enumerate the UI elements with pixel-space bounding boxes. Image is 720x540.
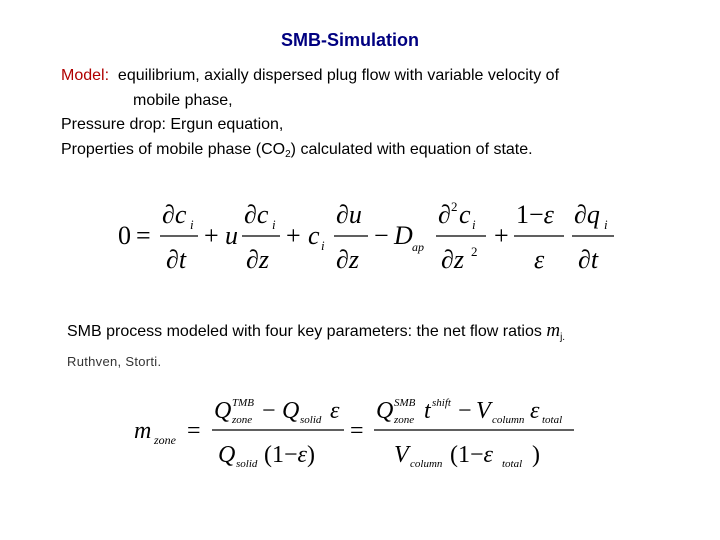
- svg-text:2: 2: [471, 244, 478, 259]
- properties-line: [61, 138, 681, 168]
- svg-text:c: c: [459, 200, 471, 229]
- svg-text:c: c: [308, 221, 320, 250]
- svg-text:column: column: [492, 414, 525, 426]
- mass-balance-equation: [114, 196, 624, 276]
- svg-text:i: i: [472, 217, 476, 232]
- smb-variable-subscript: j.: [560, 332, 566, 343]
- svg-text:−: −: [458, 398, 472, 424]
- svg-text:V: V: [476, 398, 491, 424]
- svg-text:t: t: [424, 398, 431, 424]
- svg-text:Q: Q: [376, 398, 394, 424]
- svg-text:+: +: [204, 221, 219, 250]
- smb-description: SMB process modeled with four key parameters: the net flow ratios: [67, 323, 542, 340]
- svg-text:u: u: [225, 221, 238, 250]
- svg-text:∂t: ∂t: [166, 245, 187, 274]
- model-text-1: equilibrium, axially dispersed plug flow with variable velocity of: [117, 67, 560, 84]
- svg-text:∂: ∂: [438, 200, 451, 229]
- svg-text:∂z: ∂z: [336, 245, 359, 274]
- svg-text:Q: Q: [282, 398, 300, 424]
- svg-text:V: V: [394, 442, 409, 468]
- svg-text:column: column: [410, 458, 443, 470]
- svg-text:Q: Q: [214, 398, 232, 424]
- svg-text:i: i: [190, 217, 194, 232]
- svg-text:SMB: SMB: [394, 397, 416, 409]
- svg-text:0: 0: [118, 221, 131, 250]
- svg-text:(1−ε): (1−ε): [264, 442, 315, 468]
- smb-parameters-text: [67, 320, 565, 343]
- svg-text:=: =: [136, 221, 151, 250]
- flow-ratio-equation: [132, 392, 602, 472]
- model-label: Model:: [61, 67, 110, 84]
- svg-text:(1−ε: (1−ε: [450, 442, 493, 468]
- svg-text:−: −: [374, 221, 389, 250]
- model-line-1: [61, 64, 681, 89]
- pressure-drop-text: Pressure drop: Ergun equation,: [61, 116, 284, 133]
- svg-text:2: 2: [451, 199, 458, 214]
- svg-text:ap: ap: [412, 240, 424, 254]
- slide-title: SMB-Simulation: [281, 30, 419, 50]
- svg-text:solid: solid: [236, 458, 258, 470]
- svg-text:∂z: ∂z: [246, 245, 269, 274]
- properties-subscript: 2: [285, 148, 291, 160]
- svg-text:+: +: [286, 221, 301, 250]
- svg-text:∂t: ∂t: [578, 245, 599, 274]
- svg-text:m: m: [134, 418, 152, 444]
- svg-text:D: D: [394, 221, 413, 250]
- smb-variable: m: [546, 320, 561, 341]
- svg-text:solid: solid: [300, 414, 322, 426]
- svg-text:∂q: ∂q: [574, 200, 600, 229]
- svg-text:−: −: [262, 398, 276, 424]
- svg-text:): ): [532, 442, 540, 468]
- model-description: [61, 64, 681, 167]
- svg-text:i: i: [604, 217, 608, 232]
- svg-text:total: total: [502, 458, 523, 470]
- svg-text:total: total: [542, 414, 563, 426]
- svg-text:zone: zone: [394, 414, 415, 426]
- properties-suffix: ) calculated with equation of state.: [290, 140, 533, 158]
- svg-text:i: i: [272, 217, 276, 232]
- svg-text:=: =: [350, 418, 364, 444]
- properties-prefix: Properties of mobile phase (CO: [61, 140, 286, 158]
- citation: Ruthven, Storti.: [67, 354, 162, 369]
- svg-text:shift: shift: [432, 397, 451, 409]
- model-text-2: mobile phase,: [133, 91, 233, 109]
- svg-text:ε: ε: [530, 398, 540, 424]
- svg-text:∂z: ∂z: [441, 245, 464, 274]
- svg-text:Q: Q: [218, 442, 236, 468]
- svg-text:zone: zone: [232, 414, 253, 426]
- svg-text:zone: zone: [154, 433, 176, 447]
- svg-text:∂u: ∂u: [336, 200, 362, 229]
- svg-text:1−ε: 1−ε: [516, 200, 554, 229]
- svg-text:i: i: [321, 238, 325, 253]
- svg-text:ε: ε: [534, 245, 545, 274]
- svg-text:=: =: [187, 418, 201, 444]
- svg-text:∂c: ∂c: [244, 200, 269, 229]
- svg-text:+: +: [494, 221, 509, 250]
- svg-text:ε: ε: [330, 398, 340, 424]
- svg-text:TMB: TMB: [232, 397, 254, 409]
- svg-text:∂c: ∂c: [162, 200, 187, 229]
